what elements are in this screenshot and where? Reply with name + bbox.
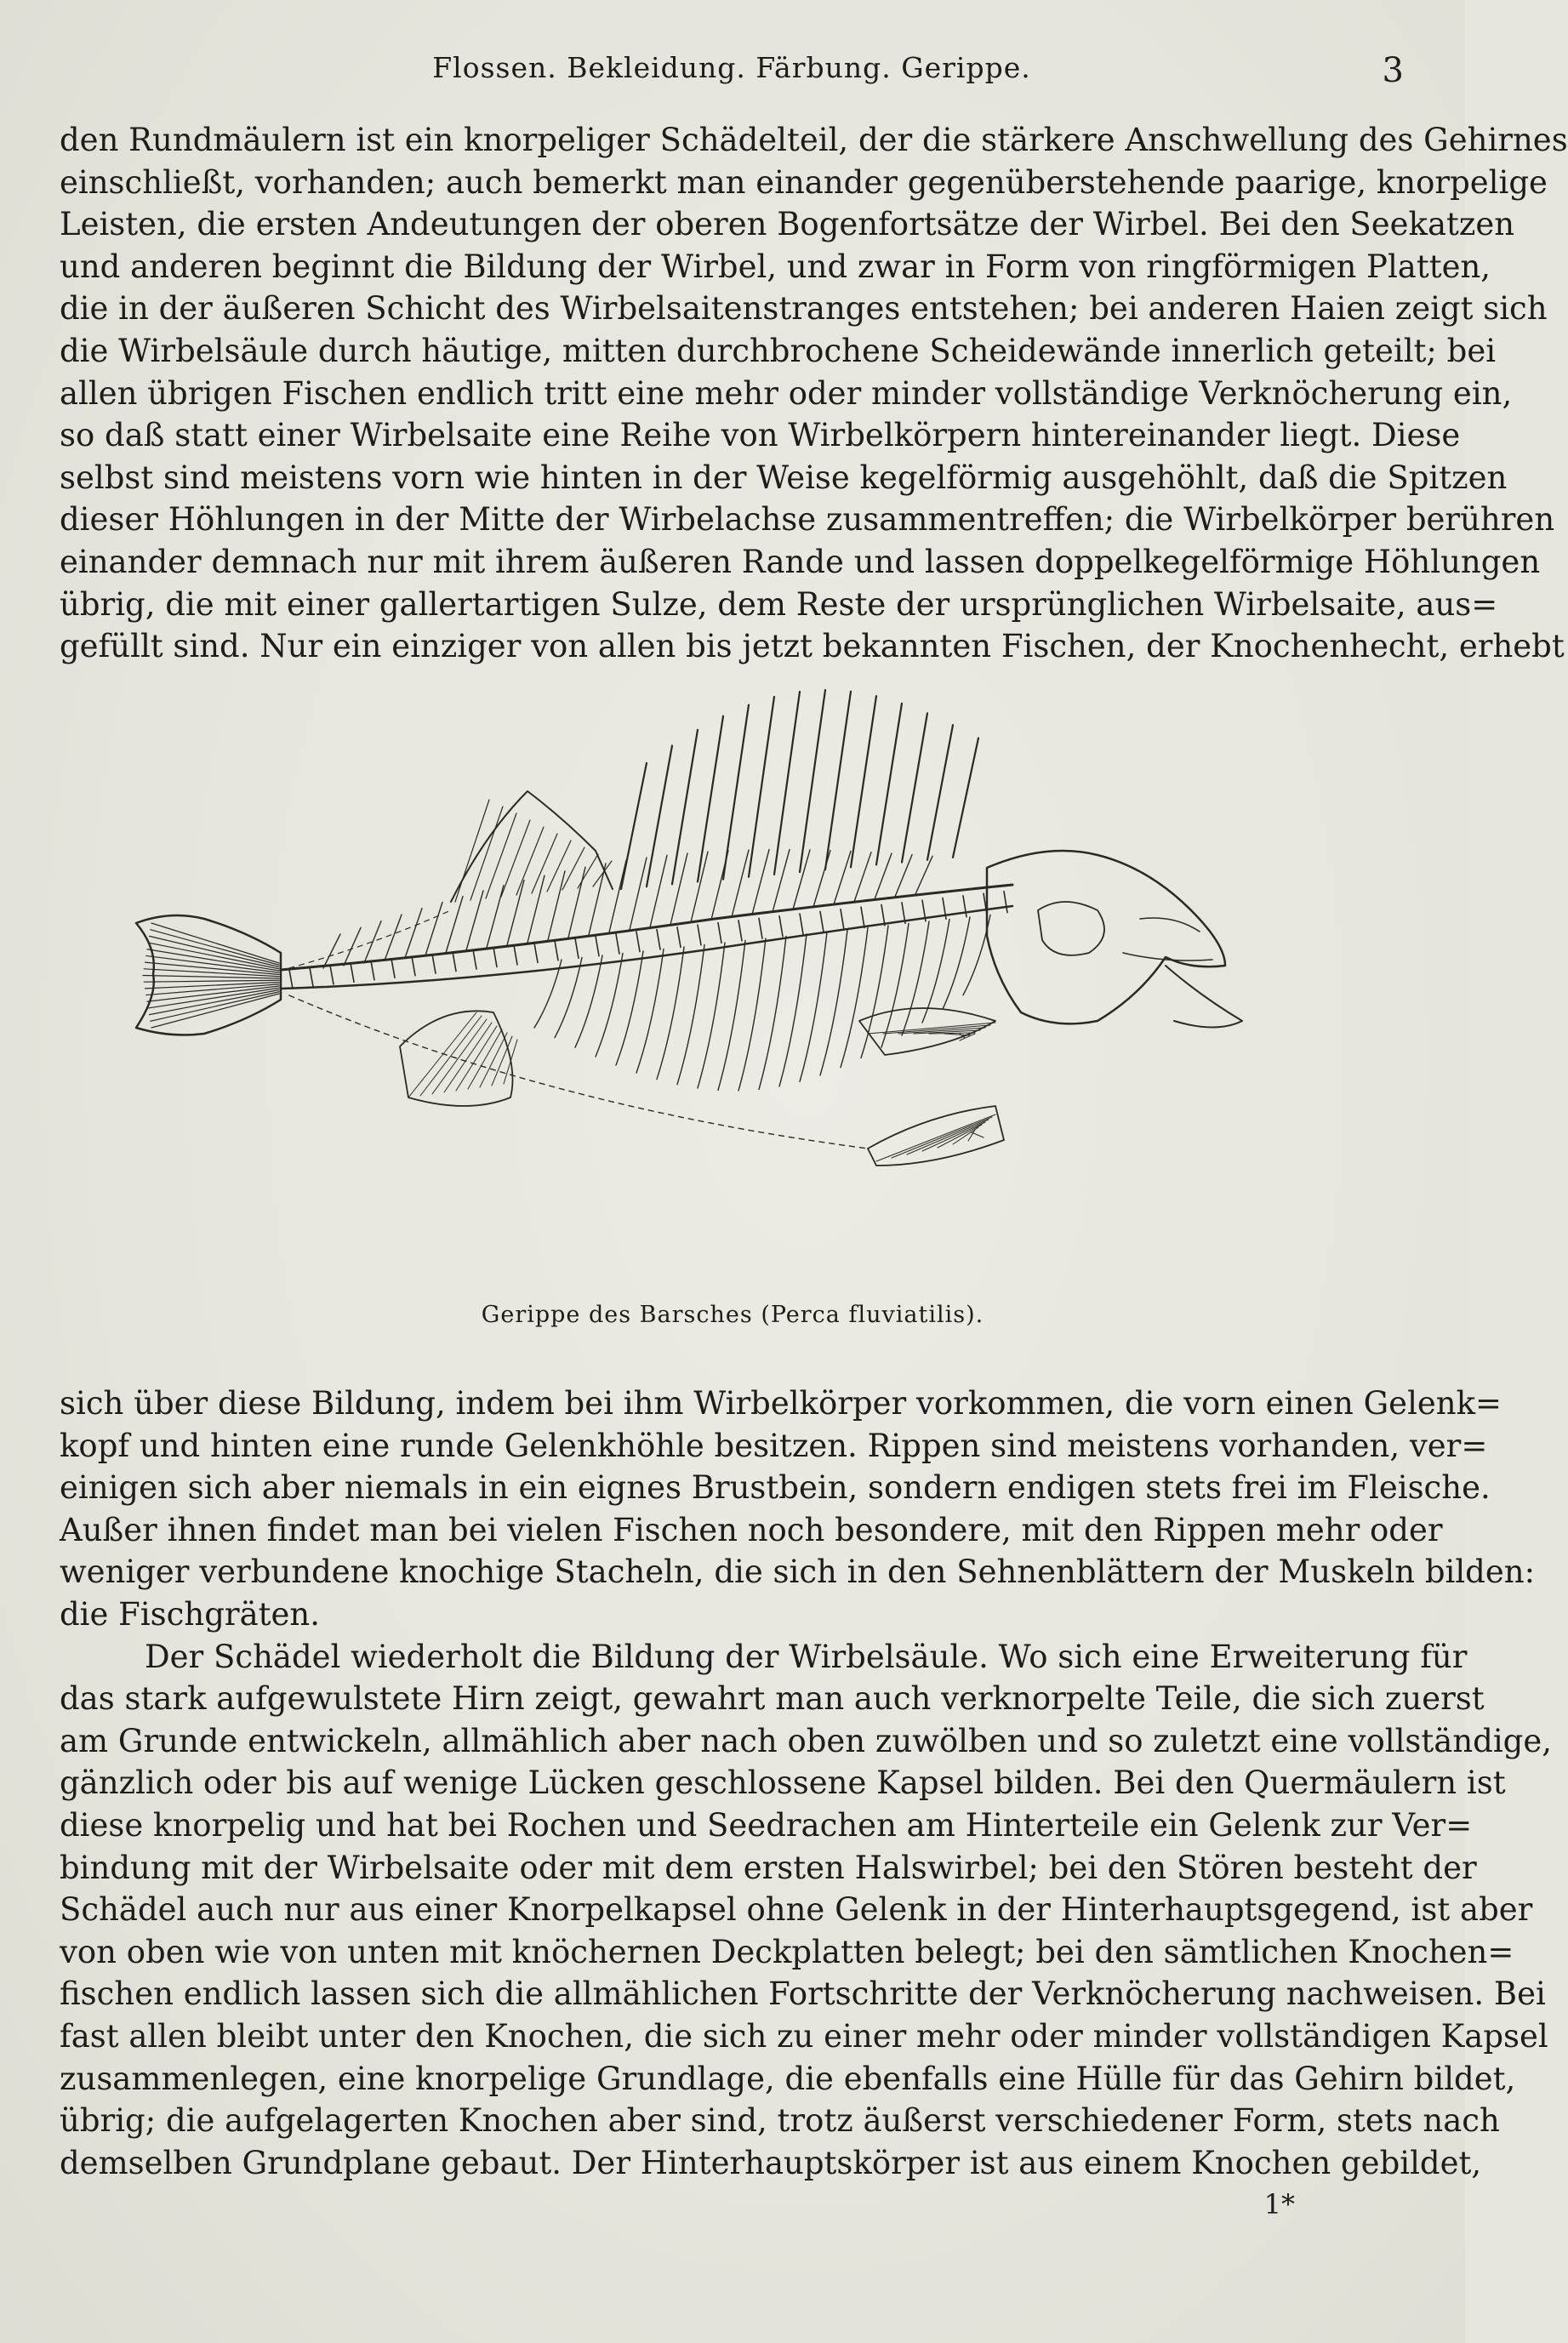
neural-spine <box>609 860 626 932</box>
text-line: demselben Grundplane gebaut. Der Hinterhauptskörper ist aus einem Knochen gebildet, <box>60 2144 1482 2181</box>
neural-spine <box>466 891 483 950</box>
text-line: fischen endlich lassen sich die allmählichen Fortschritte der Verknöcherung nachweisen. Bei <box>60 1975 1546 2013</box>
neural-spine <box>752 850 769 915</box>
dorsal-spine <box>698 716 723 882</box>
text-line: die Wirbelsäule durch häutige, mitten durchbrochene Scheidewände innerlich geteilt; bei <box>60 332 1497 369</box>
anal-fin-ray <box>420 1016 482 1096</box>
vertebra <box>391 959 395 978</box>
dorsal-fin-ray <box>470 807 503 900</box>
text-line: Leisten, die ersten Andeutungen der oberen Bogenfortsätze der Wirbel. Bei den Seekatzen <box>60 206 1515 243</box>
text-line: übrig, die mit einer gallertartigen Sulze, dem Reste der ursprünglichen Wirbelsaite, aus= <box>60 585 1498 623</box>
pelvic-fin-ray <box>876 1114 995 1161</box>
page-number: 3 <box>1382 51 1404 90</box>
vertebra <box>289 970 293 989</box>
vertebra <box>351 963 354 982</box>
dorsal-fin-ray <box>532 834 557 893</box>
belly-outline <box>289 995 868 1149</box>
tail-fin-ray <box>151 992 279 1022</box>
dorsal-spine <box>876 704 902 865</box>
dorsal-spine <box>902 713 927 862</box>
vertebra <box>412 956 415 976</box>
neural-spine <box>854 852 871 902</box>
text-line: von oben wie von unten mit knöchernen Deckplatten belegt; bei den sämtlichen Knochen= <box>60 1933 1514 1970</box>
anal-fin-ray <box>456 1026 497 1091</box>
anal-fin-ray <box>504 1040 517 1084</box>
vertebra <box>514 945 517 965</box>
neural-spine <box>773 850 790 912</box>
neural-spine <box>527 875 545 943</box>
vertebra <box>330 966 334 984</box>
neural-spine <box>385 915 402 961</box>
tail-fin-ray <box>148 988 279 1008</box>
text-line: diese knorpelig und hat bei Rochen und Seedrachen am Hinterteile ein Gelenk zur Ver= <box>60 1806 1473 1844</box>
dorsal-fin-ray <box>501 820 530 897</box>
text-line: allen übrigen Fischen endlich tritt eine mehr oder minder vollständige Verknöcherung ein, <box>60 374 1513 412</box>
dorsal-spine <box>800 690 825 872</box>
dorsal-spine <box>723 705 749 880</box>
back-outline <box>289 910 451 968</box>
vertebra <box>779 916 783 937</box>
text-line: übrig; die aufgelagerten Knochen aber sind, trotz äußerst verschiedener Form, stets nach <box>60 2102 1500 2140</box>
text-line: Schädel auch nur aus einer Knorpelkapsel ohne Gelenk in der Hinterhauptsgegend, ist aber <box>60 1891 1533 1929</box>
neural-spine <box>589 864 606 935</box>
vertebra <box>453 952 456 972</box>
text-line: weniger verbundene knochige Stacheln, die sich in den Sehnenblättern der Muskeln bilden: <box>60 1553 1536 1591</box>
neural-spine <box>323 934 340 968</box>
perch-skeleton-figure <box>119 740 1344 1285</box>
text-line: selbst sind meistens vorn wie hinten in der Weise kegelförmig ausgehöhlt, daß die Spitzen <box>60 459 1508 496</box>
neural-spine <box>915 856 932 894</box>
vertebra <box>718 923 721 943</box>
vertebra <box>432 955 436 974</box>
vertebra <box>493 948 497 967</box>
neural-spine <box>548 871 565 940</box>
text-line: dieser Höhlungen in der Mitte der Wirbelachse zusammentreffen; die Wirbelkörper berühren <box>60 501 1555 539</box>
vertebra <box>861 907 864 927</box>
pelvic-fin-ray <box>892 1117 992 1158</box>
vertebra <box>759 918 762 938</box>
neural-spine <box>446 897 463 953</box>
neural-spine <box>813 851 830 907</box>
text-line: am Grunde entwickeln, allmählich aber nach oben zuwölben und so zuletzt eine vollständige, <box>60 1722 1553 1759</box>
neural-spine <box>507 881 524 945</box>
perch-skeleton-illustration <box>119 740 1344 1285</box>
vertebra <box>616 934 619 954</box>
vertebra <box>636 932 640 951</box>
vertebra <box>698 925 701 945</box>
dorsal-spine <box>621 763 647 889</box>
dorsal-fin-ray <box>455 800 489 902</box>
text-line: einschließt, vorhanden; auch bemerkt man einander gegenüberstehende paarige, knorpelige <box>60 163 1548 201</box>
vertebra <box>800 914 803 934</box>
neural-spine <box>732 850 749 917</box>
paragraph-bottom <box>60 1382 1553 2184</box>
text-line: den Rundmäulern ist ein knorpeliger Schädelteil, der die stärkere Anschwellung des Gehirnes <box>60 122 1568 158</box>
lower-jaw <box>1166 966 1242 1028</box>
vertebra <box>555 941 558 961</box>
vertebra <box>1004 892 1007 913</box>
dorsal-spine <box>927 725 953 860</box>
pelvic-fin-ray <box>972 1132 984 1137</box>
skull <box>987 851 1225 1023</box>
vertebra <box>596 936 599 955</box>
text-line: Der Schädel wiederholt die Bildung der Wirbelsäule. Wo sich eine Erweiterung für <box>145 1638 1468 1675</box>
pelvic-fin-ray <box>922 1122 985 1151</box>
dorsal-fin-ray <box>516 827 544 895</box>
dorsal-fin-ray <box>486 813 516 898</box>
neural-spine <box>405 909 422 958</box>
neural-spine <box>895 855 912 897</box>
dorsal-spine <box>647 745 672 886</box>
vertebra <box>473 949 476 969</box>
figure-caption: Gerippe des Barsches (Perca fluviatilis). <box>481 1302 984 1328</box>
neural-spine <box>670 853 687 925</box>
orbit <box>1038 902 1104 955</box>
text-line: gefüllt sind. Nur ein einziger von allen bis jetzt bekannten Fischen, der Knochenhecht, erhebt <box>60 628 1565 665</box>
dorsal-spine <box>672 730 698 884</box>
text-line: so daß statt einer Wirbelsaite eine Reihe von Wirbelkörpern hintereinander liegt. Diese <box>60 417 1461 454</box>
text-line: Außer ihnen findet man bei vielen Fischen noch besondere, mit den Rippen mehr oder <box>60 1511 1443 1548</box>
text-line: und anderen beginnt die Bildung der Wirbel, und zwar in Form von ringförmigen Platten, <box>60 248 1491 285</box>
rib <box>943 917 970 1009</box>
vertebra <box>371 961 374 979</box>
spine-lower <box>281 906 1012 989</box>
running-head <box>60 51 1404 94</box>
running-title: Flossen. Bekleidung. Färbung. Gerippe. <box>432 51 1031 84</box>
neural-spine <box>691 852 708 922</box>
text-line: einander demnach nur mit ihrem äußeren Rande und lassen doppelkegelförmige Höhlungen <box>60 543 1541 580</box>
neural-spine <box>568 867 585 938</box>
tail-fin-ray <box>151 923 279 963</box>
dorsal-spine <box>774 692 800 875</box>
dorsal-spine <box>953 738 978 857</box>
vertebra <box>534 943 538 962</box>
neural-spine <box>487 886 504 948</box>
text-line: einigen sich aber niemals in ein eignes Brustbein, sondern endigen stets frei im Fleische. <box>60 1469 1491 1507</box>
text-line: die Fischgräten. <box>60 1595 321 1633</box>
vertebra <box>575 938 579 958</box>
tail-fin-ray <box>144 980 279 982</box>
neural-spine <box>650 855 667 927</box>
anal-fin-ray <box>432 1019 487 1094</box>
dorsal-spine <box>749 697 774 877</box>
vertebra <box>738 921 742 941</box>
dorsal-spine <box>851 696 876 867</box>
neural-spine <box>630 858 647 930</box>
jaw <box>1123 918 1212 961</box>
text-line: zusammenlegen, eine knorpelige Grundlage, die ebenfalls eine Hülle für das Gehirn bildet, <box>60 2060 1516 2097</box>
text-line: fast allen bleibt unter den Knochen, die sich zu einer mehr oder minder vollständigen Kapsel <box>60 2017 1548 2055</box>
vertebra <box>657 930 660 950</box>
neural-spine <box>834 852 851 905</box>
text-line: sich über diese Bildung, indem bei ihm Wirbelkörper vorkommen, die vorn einen Gelenk= <box>60 1385 1502 1422</box>
dorsal-spine <box>825 692 851 869</box>
anal-fin-ray <box>408 1012 476 1097</box>
vertebra <box>881 904 885 925</box>
text-line: gänzlich oder bis auf wenige Lücken geschlossene Kapsel bilden. Bei den Quermäulern ist <box>60 1764 1506 1802</box>
vertebra <box>677 927 681 948</box>
neural-spine <box>364 921 381 963</box>
text-line: bindung mit der Wirbelsaite oder mit dem ersten Halswirbel; bei den Stören besteht der <box>60 1849 1477 1886</box>
signature-mark: 1* <box>1263 2188 1295 2220</box>
text-line: kopf und hinten eine runde Gelenkhöhle besitzen. Rippen sind meistens vorhanden, ver= <box>60 1427 1488 1464</box>
vertebra <box>841 909 844 930</box>
paragraph-top <box>60 119 1568 668</box>
tail-fin-ray <box>143 976 279 979</box>
text-line: die in der äußeren Schicht des Wirbelsaitenstranges entstehen; bei anderen Haien zeigt sich <box>60 290 1548 328</box>
rib <box>922 920 949 1023</box>
text-line: das stark aufgewulstete Hirn zeigt, gewahrt man auch verknorpelte Teile, die sich zuerst <box>60 1680 1485 1718</box>
anal-fin-ray <box>480 1033 507 1087</box>
vertebra <box>310 967 313 986</box>
neural-spine <box>425 903 442 956</box>
vertebra <box>820 911 824 932</box>
